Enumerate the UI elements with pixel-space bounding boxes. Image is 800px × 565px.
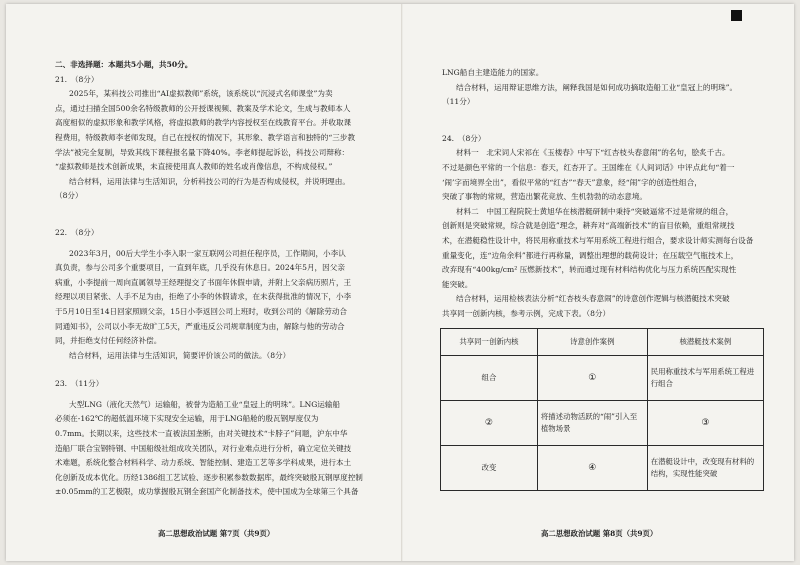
table-cell: 民用称重技术与军用系统工程进行组合 — [647, 356, 763, 401]
q24-answer-table — [440, 328, 764, 491]
q24-number: 24. （8分） — [442, 133, 486, 143]
q21-line: 高度相似的虚拟形象和教学风格，将虚拟教师的教学内容授权至在线教育平台。并收取课 — [55, 118, 352, 128]
section-header: 二、非选择题：本题共5小题，共50分。 — [55, 60, 193, 69]
answer-blank-3: ③ — [647, 401, 763, 446]
table-header: 核潜艇技术案例 — [647, 329, 763, 356]
table-cell: 组合 — [441, 356, 538, 401]
answer-blank-1: ① — [537, 356, 647, 401]
table-row — [441, 446, 764, 491]
table-cell: 在潜艇设计中，改变现有材料的结构，实现性能突破 — [647, 446, 763, 491]
q21-line: “虚拟教师是技术创新成果，未直接使用真人教师的姓名或肖像信息，不构成侵权。” — [55, 162, 333, 172]
q24-material2-line: 改弃现有“400kg/cm² 压燃新技术”，转而通过现有材料结构优化与压力系统匹配实现性 — [442, 265, 737, 275]
table-cell: 改变 — [441, 446, 538, 491]
q23-task: （11分） — [442, 97, 475, 107]
left-page-footer: 高二思想政治试题 第7页（共9页） — [158, 529, 275, 538]
right-page — [442, 66, 760, 322]
q23-line: ±0.05mm的工艺极限，成功掌握殷瓦钢全套国产化制备技术，使中国成为全球第三个具备 — [55, 487, 359, 497]
q23-line: 必须在-162℃的超低温环境下实现安全运输，用于LNG船舱的殷瓦钢厚度仅为 — [55, 414, 319, 424]
q23-line: 造船厂联合宝钢特钢、中国船级社组成攻关团队，对行业难点进行分析，确立定位关键技 — [55, 443, 352, 453]
table-header: 诗意创作案例 — [537, 329, 647, 356]
q23-continuation: LNG船自主建造能力的国家。 — [442, 68, 544, 77]
q21-score: （8分） — [55, 191, 83, 201]
q22-line: 2023年3月，00后大学生小李入职一家互联网公司担任程序员，工作期间，小李认 — [69, 248, 346, 258]
q22-line: 于5月10日至14日回家照顾父亲，15日小李返回公司上班时，收到公司的《解除劳动合 — [55, 306, 348, 316]
q23-line: 术难题，系统化整合材料科学、动力系统、智能控制、建造工艺等多学科成果，进行本土 — [55, 458, 352, 468]
q23-line: 化创新及成本优化。历经1386组工艺试验、逐步积累参数数据库，最终突破殷瓦钢厚度控制 — [55, 472, 363, 482]
q23-task: 结合材料，运用辩证思维方法，阐释我国是如何成功摘取造船工业“皇冠上的明珠”。 — [456, 82, 738, 92]
q22-line: 经理以项目紧张、人手不足为由，拒绝了小李的休假请求，在未获得批准的情况下，小李 — [55, 292, 352, 302]
q24-material2-line: 创新则是突破常规，综合就是创造”理念，耕奔对“高端新技术”的盲目依赖，重组常规技 — [442, 221, 735, 231]
q24-material2-line: 术，在潜艇稳性设计中，将民用称重技术与军用系统工程进行组合，要求设计师实测每台设备 — [442, 235, 754, 245]
q24-material2-line: 重量变化，连“边角余料”都进行再称量，调整出理想的载荷设计；在压载空气瓶技术上， — [442, 250, 739, 260]
q21-line: 点，通过扫描全国500余名特级教师的公开授课视频、教案及学术论文，生成与教师本人 — [55, 103, 351, 113]
page-fold — [401, 4, 403, 561]
q21-line: 2025年，某科技公司推出“AI虚拟教师”系统，该系统以“沉浸式名师课堂”为卖 — [69, 89, 333, 99]
q24-material2-line: 材料二 中国工程院院士黄旭华在核潜艇研制中秉持“突破逼常不过是常规的组合， — [456, 206, 734, 216]
table-cell: 将描述动物活跃的“闹”引入至植物场景 — [537, 401, 647, 446]
q23-line: 大型LNG（液化天然气）运输船，被誉为造船工业“皇冠上的明珠”。LNG运输船 — [69, 399, 341, 409]
q24-material1-line: ‘闹’字而境界全出”，看似平常的“红杏”“春天”意象，经“闹”字的创造性组合， — [442, 177, 702, 187]
q23-number: 23. （11分） — [55, 379, 104, 389]
answer-blank-4: ④ — [537, 446, 647, 491]
q21-number: 21. （8分） — [55, 74, 99, 84]
q21-line: 程费用，特级教师李老师发现，自己在授权的情况下，其形象、教学语言和独特的“三步教 — [55, 132, 356, 142]
table-header-row — [441, 329, 764, 356]
table-header: 共享同一创新内核 — [441, 329, 538, 356]
corner-registration-mark — [731, 10, 742, 21]
q21-task: 结合材料，运用法律与生活知识，分析科技公司的行为是否构成侵权，并说明理由。 — [69, 176, 350, 186]
q24-material1-line: 材料一 北宋词人宋祁在《玉楼春》中写下“红杏枝头春意闹”的名句，脍炙千古。 — [456, 148, 730, 158]
q22-number: 22. （8分） — [55, 227, 99, 237]
q24-material2-line: 能突破。 — [442, 279, 473, 289]
q23-line: 0.7mm。长期以来，这些技术一直被法国垄断，由对关键技术“卡脖子”问题，沪东中华 — [55, 429, 348, 439]
q21-line: 学法”被完全复制，导致其线下课程报名量下降40%。李老师提起诉讼，科技公司辩称： — [55, 147, 350, 157]
answer-blank-2: ② — [441, 401, 538, 446]
right-page-footer: 高二思想政治试题 第8页（共9页） — [541, 529, 658, 538]
q22-task: 结合材料，运用法律与生活知识，简要评价该公司的做法。（8分） — [69, 350, 291, 360]
left-page — [55, 58, 373, 500]
q24-material1-line: 不过是颜色平常的一个信息：春天，红杏开了。王国维在《人间词话》中评点此句“着一 — [442, 162, 735, 172]
q24-task: 结合材料，运用检核表法分析“红杏枝头春意闹”的诗意创作逻辑与核潜艇技术突破 — [456, 294, 730, 304]
table-row — [441, 401, 764, 446]
q22-line: 病重，小李提前一周向直属领导王经理提交了书面年休假申请，并附上父亲病历照片，王 — [55, 277, 352, 287]
q22-line: 真负责，参与公司多个重要项目，一直到年底，几乎没有休息日。2024年5月，因父亲 — [55, 263, 345, 273]
table-row — [441, 356, 764, 401]
q22-line: 同，并拒绝支付任何经济补偿。 — [55, 336, 162, 346]
q24-task: 共享同一创新内核，参考示例，完成下表。（8分） — [442, 308, 611, 318]
q24-material1-line: 突破了事物的常规，营造出繁花竞放、生机勃勃的动态意境。 — [442, 192, 648, 202]
q22-line: 同通知书》，公司以小李无故旷工5天，严重违反公司规章制度为由，解除与他的劳动合 — [55, 321, 345, 331]
